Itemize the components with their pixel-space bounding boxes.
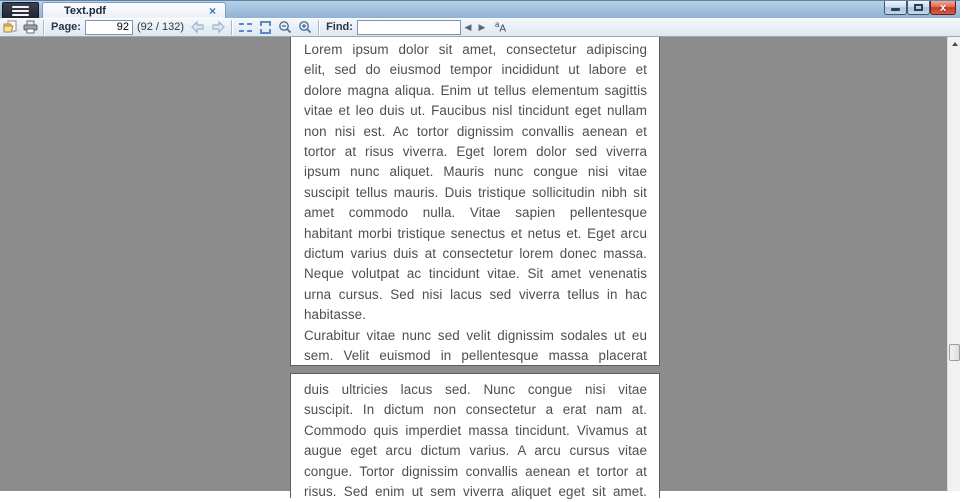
match-case-toggle[interactable]: $^a$A — [494, 19, 507, 35]
fit-width-button[interactable] — [235, 19, 255, 36]
find-input[interactable] — [357, 20, 461, 35]
pdf-text-line: suscipit. In dictum non consectetur a erat nam at. — [304, 402, 647, 418]
triangle-right-icon: ▶ — [478, 21, 486, 32]
pdf-text-line: risus. Sed enim ut sem viverra aliquet eget sit amet. — [304, 484, 647, 500]
pdf-text-line: Commodo quis imperdiet massa tincidunt. Vivamus at — [304, 422, 647, 438]
find-previous-button[interactable] — [461, 19, 475, 36]
scrollbar-thumb[interactable] — [949, 344, 960, 361]
pdf-text-line: augue eget arcu dictum varius. A arcu cursus vitae — [304, 443, 647, 459]
toolbar-separator — [43, 20, 44, 35]
maximize-button[interactable] — [907, 1, 930, 15]
previous-page-button[interactable] — [188, 19, 208, 36]
find-label: Find: — [326, 21, 353, 33]
pdf-text-line: habitant morbi tristique senectus et netus et. Eget arcu — [304, 225, 647, 241]
pdf-text-line: elit, sed do eiusmod tempor incididunt ut labore et — [304, 62, 647, 78]
page-count-text: (92 / 132) — [136, 21, 185, 33]
pdf-text-line: congue. Tortor dignissim convallis aenean et tortor at — [304, 463, 647, 479]
document-tab[interactable] — [42, 2, 226, 19]
vertical-scrollbar[interactable] — [947, 37, 960, 491]
pdf-text-line: ipsum nunc aliquet. Mauris nunc congue nisi vitae — [304, 164, 647, 180]
zoom-out-icon — [278, 20, 292, 34]
toolbar-separator — [231, 20, 232, 35]
page-number-input[interactable] — [85, 20, 133, 35]
pdf-text-line: Neque volutpat ac tincidunt vitae. Sit amet venenatis — [304, 266, 647, 282]
zoom-in-icon — [298, 20, 312, 34]
pdf-text-line: habitasse. — [304, 307, 367, 323]
arrow-right-icon — [211, 21, 225, 33]
maximize-icon — [914, 4, 923, 11]
window-controls — [884, 1, 956, 15]
toolbar-separator — [318, 20, 319, 35]
page-label: Page: — [51, 21, 81, 33]
menu-button[interactable] — [2, 2, 39, 19]
pdf-text-line: urna cursus. Sed nisi lacus sed viverra tellus in hac — [304, 286, 647, 302]
fit-page-icon — [260, 21, 271, 34]
toolbar — [0, 18, 960, 37]
document-canvas[interactable] — [0, 37, 947, 500]
pdf-text-line: duis ultricies lacus sed. Nunc congue nisi vitae — [304, 382, 647, 397]
tab-title: Text.pdf — [64, 5, 106, 17]
zoom-in-button[interactable] — [295, 19, 315, 36]
pdf-text-line: tortor at risus viverra. Eget lorem dolor sed viverra — [304, 144, 647, 160]
pdf-text-line: dictum varius duis at consectetur lorem donec massa. — [304, 246, 647, 262]
pdf-page-current — [290, 37, 660, 366]
pdf-text-line: non nisi est. Ac tortor dignissim convallis aenean et — [304, 123, 647, 139]
close-button[interactable] — [930, 1, 956, 15]
fit-width-icon — [239, 23, 252, 32]
pdf-page-next — [290, 373, 660, 498]
zoom-out-button[interactable] — [275, 19, 295, 36]
scrollbar-up-button[interactable] — [948, 37, 961, 50]
triangle-left-icon: ◀ — [464, 21, 472, 32]
close-icon: x — [939, 1, 947, 14]
minimize-button[interactable] — [884, 1, 907, 15]
title-bar — [0, 0, 960, 18]
pdf-text-line: suscipit tellus mauris. Duis tristique sollicitudin nibh sit — [304, 184, 647, 200]
tab-close-icon[interactable]: × — [208, 4, 216, 18]
open-file-icon — [3, 20, 18, 34]
pdf-text-line: sem. Velit euismod in pellentesque massa placerat — [304, 348, 647, 364]
next-page-button[interactable] — [208, 19, 228, 36]
hamburger-icon — [12, 10, 29, 12]
hamburger-icon — [12, 14, 29, 16]
pdf-text-line: dolore magna aliqua. Enim ut tellus elementum sagittis — [304, 82, 647, 98]
hamburger-icon — [12, 6, 29, 8]
fit-page-button[interactable] — [255, 19, 275, 36]
print-icon — [23, 21, 38, 34]
pdf-text-line: amet commodo nulla. Vitae sapien pellentesque — [304, 205, 647, 221]
scroll-up-icon — [952, 42, 958, 46]
pdf-text-line: vitae et leo duis ut. Faucibus nisl tincidunt eget nullam — [304, 103, 647, 119]
pdf-text-line: Lorem ipsum dolor sit amet, consectetur adipiscing — [304, 42, 647, 57]
open-file-button[interactable] — [0, 19, 20, 36]
pdf-text-line: Curabitur vitae nunc sed velit dignissim sodales ut eu — [304, 327, 647, 343]
find-next-button[interactable] — [475, 19, 489, 36]
arrow-left-icon — [191, 21, 205, 33]
print-button[interactable] — [20, 19, 40, 36]
minimize-icon — [891, 8, 900, 11]
